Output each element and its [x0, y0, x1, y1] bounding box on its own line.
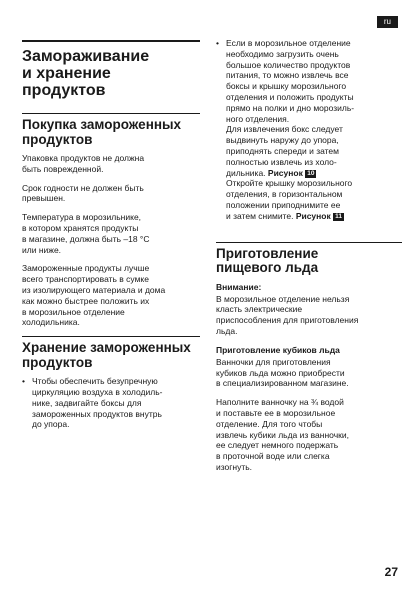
note-label: Внимание: [216, 281, 262, 292]
bullet-text-part: Если в морозильное отделение необходимо загрузить очень большое количество продуктов питания, то можно извлечь все боксы и крышку морозильного отделения и положить продукты прямо на полки и дно морозиль- ного отделения. Для извлечения бокс следует выдвинуть наружу до упора, приподнять спереди и затем полностью извлечь из холо- дильника. [226, 38, 355, 178]
bullet-icon: • [22, 376, 25, 387]
paragraph: Температура в морозильнике, в котором хранятся продукты в магазине, должна быть –18 °С или ниже. [22, 212, 150, 255]
paragraph: Замороженные продукты лучше всего транспортировать в сумке из изолирующего материала и дома как можно быстрее положить их в морозильное отделение холодильника. [22, 263, 166, 328]
paragraph: Срок годности не должен быть превышен. [22, 182, 144, 204]
language-badge: ru [377, 16, 398, 28]
section-rule [216, 242, 402, 243]
page-number: 27 [384, 565, 398, 579]
paragraph: Наполните ванночку на ¾ водой и поставьте ее в морозильное отделение. Для того чтобы извлечь кубики льда из ванночки, ее следует немного подержать в проточной воде или слегка изогнуть. [216, 397, 349, 472]
section-rule [22, 336, 200, 337]
figure-number: 10 [307, 169, 315, 177]
paragraph: Ванночки для приготовления кубиков льда можно приобрести в специализированном магазине. [216, 356, 349, 389]
title-rule [22, 40, 200, 42]
note-text: В морозильное отделение нельзя класть электрические приспособления для приготовления льда. [216, 293, 359, 336]
bullet-item [216, 38, 402, 222]
page-title: Замораживание и хранение продуктов [22, 48, 150, 99]
right-column [216, 38, 402, 481]
section-heading-storage: Хранение замороженных продуктов [22, 340, 191, 370]
bullet-text-part: Откройте крышку морозильного отделения, в горизонтальном положении приподнимите ее и затем снимите. [226, 178, 353, 221]
paragraph: Упаковка продуктов не должна быть поврежденной. [22, 153, 145, 174]
bullet-text: Чтобы обеспечить безупречную циркуляцию воздуха в холодиль- нике, задвигайте боксы для замороженных продуктов внутрь до упора. [32, 376, 163, 430]
bullet-item [22, 376, 200, 430]
section-rule [22, 113, 200, 114]
subheading-ice-cubes: Приготовление кубиков льда [216, 344, 340, 355]
figure-number: 11 [335, 212, 342, 220]
section-heading-ice: Приготовление пищевого льда [216, 245, 319, 276]
section-heading-buying: Покупка замороженных продуктов [22, 117, 182, 147]
bullet-text [226, 38, 402, 222]
left-column [22, 40, 200, 436]
figure-reference: Рисунок [267, 167, 303, 178]
figure-reference: Рисунок [295, 210, 331, 221]
bullet-icon: • [216, 38, 219, 48]
